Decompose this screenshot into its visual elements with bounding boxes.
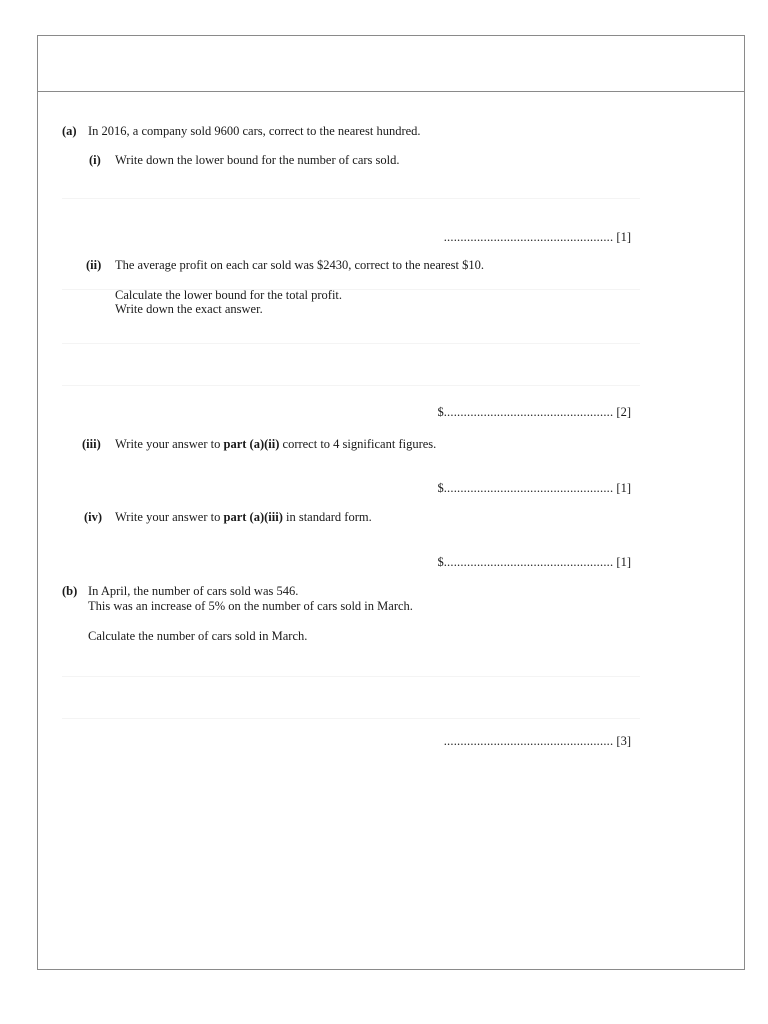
part-a-ii-line3: Write down the exact answer. [115, 302, 263, 316]
part-a-ii-label: (ii) [86, 258, 102, 272]
answer-dots: ................................................... [443, 481, 614, 495]
background-rule [62, 343, 640, 344]
part-a-label: (a) [62, 124, 77, 138]
part-a-i-label: (i) [89, 153, 101, 167]
background-rule [62, 385, 640, 386]
marks: [2] [616, 405, 631, 419]
part-a-ii-answer-line[interactable] [437, 405, 631, 420]
part-a-iv-answer-line[interactable] [437, 555, 631, 570]
part-b-label: (b) [62, 584, 78, 598]
part-a-iv-text [115, 510, 372, 525]
part-a-iii-label: (iii) [82, 437, 101, 451]
background-rule [62, 718, 640, 719]
answer-dots: ................................................... [443, 555, 614, 569]
answer-prefix: $ [437, 405, 444, 419]
text-bold: part (a)(ii) [223, 437, 280, 451]
part-a-ii-line2: Calculate the lower bound for the total profit. [115, 288, 343, 302]
part-a-stem: In 2016, a company sold 9600 cars, correct to the nearest hundred. [88, 124, 421, 138]
part-a-iv-label: (iv) [84, 510, 103, 524]
part-a-i-text: Write down the lower bound for the number of cars sold. [115, 153, 400, 167]
part-b-line3: Calculate the number of cars sold in March. [88, 629, 308, 643]
text-bold: part (a)(iii) [223, 510, 283, 524]
marks: [3] [616, 734, 631, 748]
answer-dots: ................................................... [443, 230, 614, 244]
part-b-line2: This was an increase of 5% on the number of cars sold in March. [88, 599, 413, 613]
marks: [1] [616, 555, 631, 569]
text-after: correct to 4 significant figures. [279, 437, 437, 451]
header-band [38, 36, 744, 92]
answer-prefix: $ [437, 555, 444, 569]
part-a-iii-text [115, 437, 436, 452]
part-a-i-answer-line[interactable] [444, 230, 631, 245]
answer-dots: ................................................... [443, 734, 614, 748]
part-b-answer-line[interactable] [444, 734, 631, 749]
text-before: Write your answer to [115, 510, 224, 524]
answer-prefix: $ [437, 481, 444, 495]
part-b-line1: In April, the number of cars sold was 546. [88, 584, 299, 598]
marks: [1] [616, 230, 631, 244]
background-rule [62, 676, 640, 677]
page-frame [37, 35, 745, 970]
marks: [1] [616, 481, 631, 495]
part-a-iii-answer-line[interactable] [437, 481, 631, 496]
background-rule [62, 198, 640, 199]
answer-dots: ................................................... [443, 405, 614, 419]
text-before: Write your answer to [115, 437, 224, 451]
text-after: in standard form. [282, 510, 372, 524]
part-a-ii-text: The average profit on each car sold was $2430, correct to the nearest $10. [115, 258, 484, 272]
